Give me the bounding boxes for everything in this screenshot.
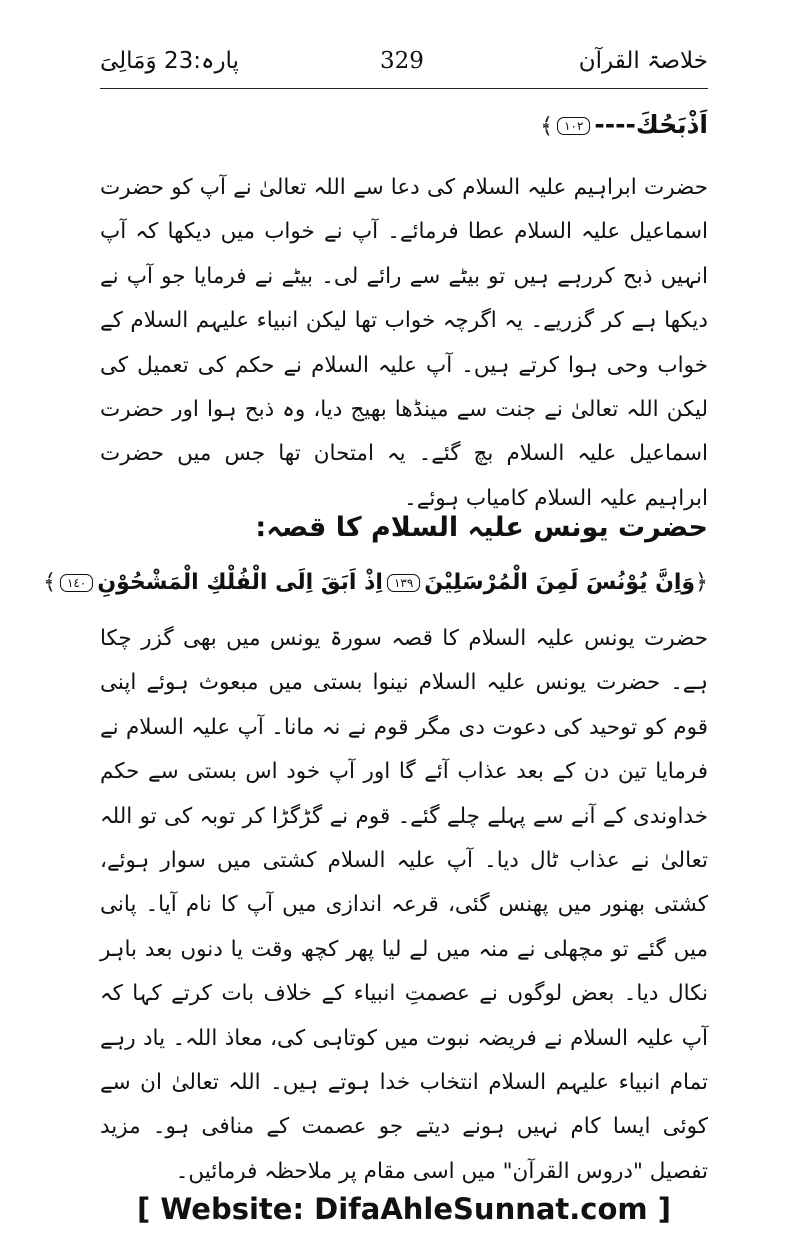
website-footer: [ Website: DifaAhleSunnat.com ] [136,1192,671,1226]
verse-close-bracket: ﴾ [540,114,554,139]
page-header [100,40,708,89]
para-label: پارہ:23 وَمَالِیَ [100,48,239,74]
ayah-number-marker: ١٤٠ [60,574,93,592]
verse-part-1: وَاِنَّ يُوْنُسَ لَمِنَ الْمُرْسَلِيْنَ [424,570,696,595]
section-heading: حضرت یونس علیہ السلام کا قصہ: [255,512,708,543]
ayah-number-marker: ١٠٢ [557,117,590,135]
book-title: خلاصۃ القرآن [578,48,708,74]
page-number: 329 [380,48,424,74]
verse-text: اَذْبَحُكَ---- [594,110,708,139]
paragraph-yunus: حضرت یونس علیہ السلام کا قصہ سورۃ یونس میں بھی گزر چکا ہے۔ حضرت یونس علیہ السلام نینوا بستی میں مبعوث ہوئے اپنی قوم کو توحید کی دعوت دی مگر قوم نے نہ مانا۔ آپ علیہ السلام نے فرمایا تین دن کے بعد عذاب آئے گا اور آپ خود اس بستی سے حکم خداوندی کے آنے سے پہلے چلے گئے۔ قوم نے گڑگڑا کر توبہ کی تو اللہ تعالیٰ نے عذاب ٹال دیا۔ آپ علیہ السلام کشتی میں سوار ہوئے، کشتی بھنور میں پھنس گئی، قرعہ اندازی میں آپ کا نام آیا۔ پانی میں گئے تو مچھلی نے منہ میں لے لیا پھر کچھ وقت یا دنوں بعد باہر نکال دیا۔ بعض لوگوں نے عصمتِ انبیاء کے خلاف بات کرتے کہا کہ آپ علیہ السلام نے فریضہ نبوت میں کوتاہی کی، معاذ اللہ۔ یاد رہے تمام انبیاء علیہم السلام انتخاب خدا ہوتے ہیں۔ اللہ تعالیٰ ان سے کوئی ایسا کام نہیں ہونے دیتے جو عصمت کے منافی ہو۔ مزید تفصیل "دروس القرآن" میں اسی مقام پر ملاحظہ فرمائیں۔ [100,626,708,1184]
verse-line-1 [100,110,708,139]
verse-line-2 [43,570,708,595]
paragraph-ibrahim: حضرت ابراہیم علیہ السلام کی دعا سے اللہ تعالیٰ نے آپ کو حضرت اسماعیل علیہ السلام عطا فرمائے۔ آپ نے خواب میں دیکھا کہ آپ انہیں ذبح کررہے ہیں تو بیٹے سے رائے لی۔ بیٹے نے فرمایا جو آپ نے دیکھا ہے کر گزریے۔ یہ اگرچہ خواب تھا لیکن انبیاء علیہم السلام کے خواب وحی ہوا کرتے ہیں۔ آپ علیہ السلام نے حکم کی تعمیل کی لیکن اللہ تعالیٰ نے جنت سے مینڈھا بھیج دیا، وہ ذبح ہوا اور حضرت اسماعیل علیہ السلام بچ گئے۔ یہ امتحان تھا جس میں حضرت ابراہیم علیہ السلام کامیاب ہوئے۔ [100,175,708,511]
ayah-number-marker: ١٣٩ [387,574,420,592]
verse-close-bracket: ﴾ [43,570,56,595]
verse-part-2: اِذْ اَبَقَ اِلَى الْفُلْكِ الْمَشْحُوْنِ [97,570,383,595]
verse-open-bracket: ﴿ [695,570,708,595]
